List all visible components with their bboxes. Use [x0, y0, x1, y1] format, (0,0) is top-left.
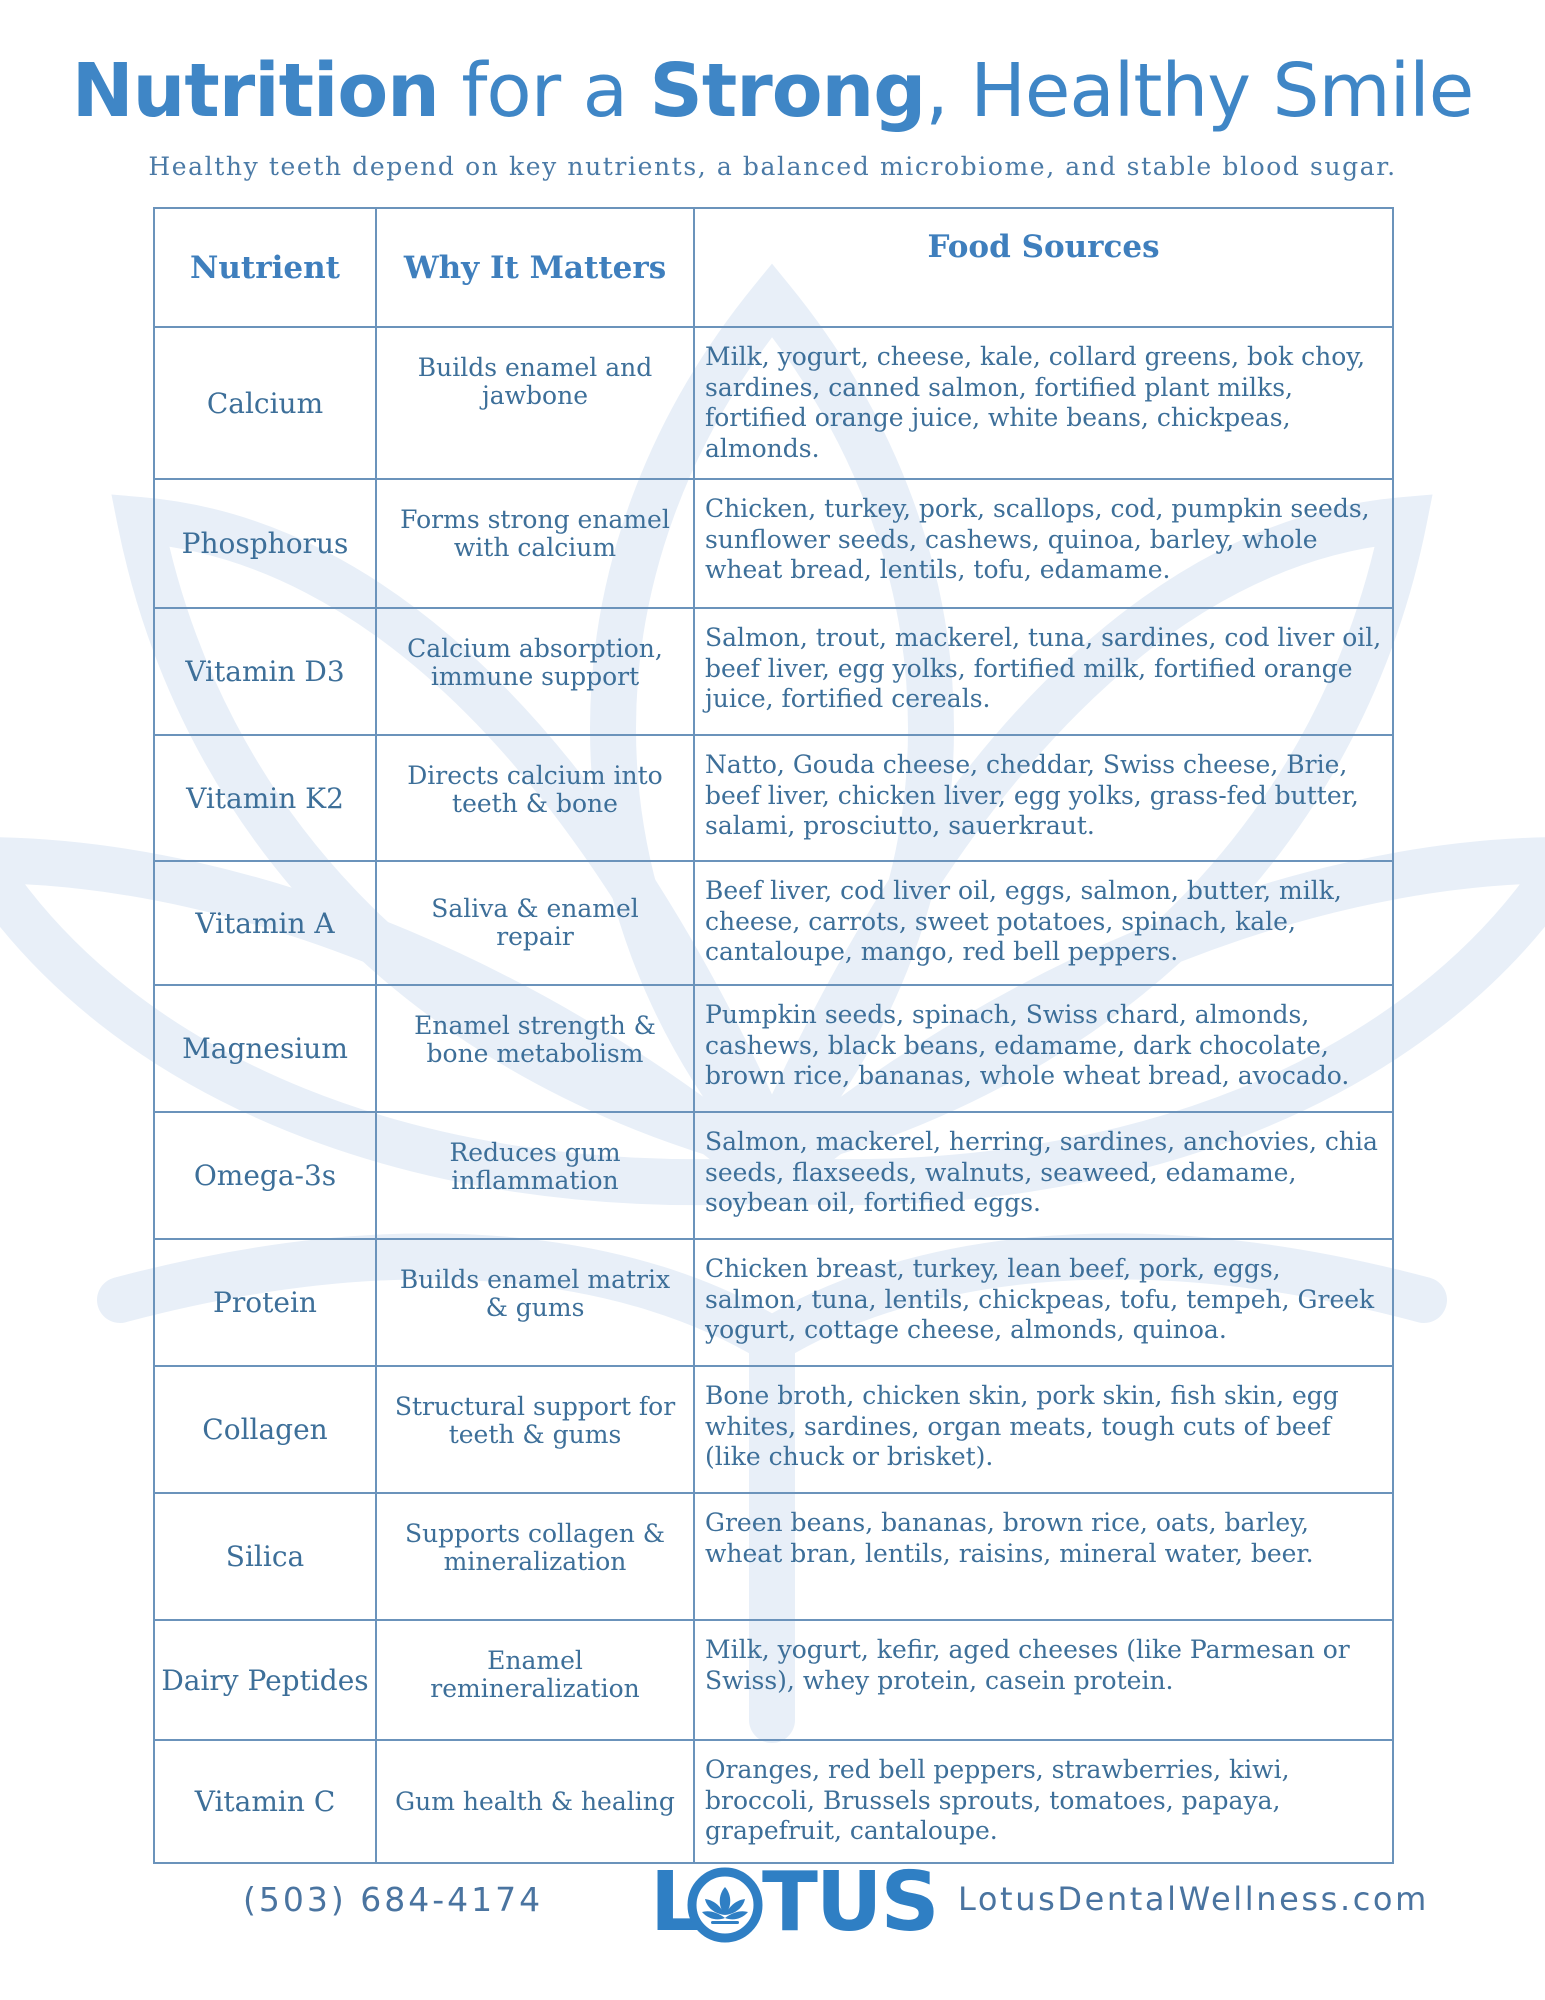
food-sources: Milk, yogurt, kefir, aged cheeses (like Parmesan or Swiss), whey protein, casein protein.: [694, 1620, 1393, 1740]
table-row: [154, 1239, 1393, 1366]
lotus-flower-icon: [687, 1867, 763, 1943]
food-sources: Salmon, trout, mackerel, tuna, sardines, cod liver oil, beef liver, egg yolks, fortified milk, fortified orange juice, fortified cereals.: [694, 608, 1393, 735]
why-it-matters: Saliva & enamel repair: [376, 861, 694, 985]
table-row: [154, 985, 1393, 1112]
title-word-strong: Strong: [649, 48, 926, 134]
table-row: [154, 1620, 1393, 1740]
why-it-matters: Structural support for teeth & gums: [376, 1366, 694, 1493]
nutrient-name: Vitamin D3: [154, 608, 376, 735]
nutrient-name: Omega-3s: [154, 1112, 376, 1239]
phone-number[interactable]: (503) 684-4174: [243, 1880, 544, 1919]
why-it-matters: Builds enamel matrix & gums: [376, 1239, 694, 1366]
food-sources: Chicken breast, turkey, lean beef, pork, eggs, salmon, tuna, lentils, chickpeas, tofu, tempeh, Greek yogurt, cottage cheese, almonds, quinoa.: [694, 1239, 1393, 1366]
nutrient-name: Silica: [154, 1493, 376, 1620]
why-it-matters: Directs calcium into teeth & bone: [376, 735, 694, 861]
header-food-sources: Food Sources: [694, 208, 1393, 327]
table-row: [154, 1112, 1393, 1239]
table-row: [154, 479, 1393, 608]
food-sources: Green beans, bananas, brown rice, oats, barley, wheat bran, lentils, raisins, mineral water, beer.: [694, 1493, 1393, 1620]
food-sources: Salmon, mackerel, herring, sardines, anchovies, chia seeds, flaxseeds, walnuts, seaweed, edamame, soybean oil, fortified eggs.: [694, 1112, 1393, 1239]
nutrient-name: Phosphorus: [154, 479, 376, 608]
table-row: [154, 735, 1393, 861]
food-sources: Chicken, turkey, pork, scallops, cod, pumpkin seeds, sunflower seeds, cashews, quinoa, barley, whole wheat bread, lentils, tofu, edamame.: [694, 479, 1393, 608]
nutrient-name: Vitamin K2: [154, 735, 376, 861]
food-sources: Beef liver, cod liver oil, eggs, salmon, butter, milk, cheese, carrots, sweet potatoes, spinach, kale, cantaloupe, mango, red bell peppers.: [694, 861, 1393, 985]
nutrient-name: Magnesium: [154, 985, 376, 1112]
nutrient-name: Dairy Peptides: [154, 1620, 376, 1740]
nutrient-name: Vitamin A: [154, 861, 376, 985]
title-word-for-a: for a: [461, 48, 627, 134]
table-row: [154, 1493, 1393, 1620]
why-it-matters: Reduces gum inflammation: [376, 1112, 694, 1239]
header-nutrient: Nutrient: [154, 208, 376, 327]
food-sources: Milk, yogurt, cheese, kale, collard greens, bok choy, sardines, canned salmon, fortified plant milks, fortified orange juice, white beans, chickpeas, almonds.: [694, 327, 1393, 479]
why-it-matters: Enamel strength & bone metabolism: [376, 985, 694, 1112]
table-row: [154, 861, 1393, 985]
why-it-matters: Forms strong enamel with calcium: [376, 479, 694, 608]
why-it-matters: Builds enamel and jawbone: [376, 327, 694, 479]
why-it-matters: Enamel remineralization: [376, 1620, 694, 1740]
title-word-nutrition: Nutrition: [71, 48, 439, 134]
food-sources: Oranges, red bell peppers, strawberries, kiwi, broccoli, Brussels sprouts, tomatoes, papaya, grapefruit, cantaloupe.: [694, 1740, 1393, 1863]
title-comma: ,: [925, 48, 948, 134]
table-row: [154, 1740, 1393, 1863]
why-it-matters: Gum health & healing: [376, 1740, 694, 1863]
website-link[interactable]: LotusDentalWellness.com: [958, 1880, 1429, 1918]
why-it-matters: Calcium absorption, immune support: [376, 608, 694, 735]
nutrient-name: Protein: [154, 1239, 376, 1366]
table-row: [154, 327, 1393, 479]
why-it-matters: Supports collagen & mineralization: [376, 1493, 694, 1620]
table-row: [154, 608, 1393, 735]
title-word-healthy-smile: Healthy Smile: [970, 48, 1474, 134]
nutrient-name: Vitamin C: [154, 1740, 376, 1863]
logo-letter-l: L: [650, 1855, 701, 1950]
food-sources: Pumpkin seeds, spinach, Swiss chard, almonds, cashews, black beans, edamame, dark chocolate, brown rice, bananas, whole wheat bread, avocado.: [694, 985, 1393, 1112]
nutrient-name: Calcium: [154, 327, 376, 479]
table-row: [154, 1366, 1393, 1493]
lotus-logo: [650, 1855, 938, 1950]
page-subtitle: Healthy teeth depend on key nutrients, a balanced microbiome, and stable blood sugar.: [148, 152, 1397, 181]
nutrient-name: Collagen: [154, 1366, 376, 1493]
nutrition-table: [153, 207, 1394, 1864]
page-title: [0, 48, 1545, 134]
logo-letters-tus: TUS: [762, 1855, 938, 1950]
food-sources: Natto, Gouda cheese, cheddar, Swiss cheese, Brie, beef liver, chicken liver, egg yolks, grass-fed butter, salami, prosciutto, sauerkraut.: [694, 735, 1393, 861]
header-why-it-matters: Why It Matters: [376, 208, 694, 327]
table-header-row: [154, 208, 1393, 327]
food-sources: Bone broth, chicken skin, pork skin, fish skin, egg whites, sardines, organ meats, tough cuts of beef (like chuck or brisket).: [694, 1366, 1393, 1493]
